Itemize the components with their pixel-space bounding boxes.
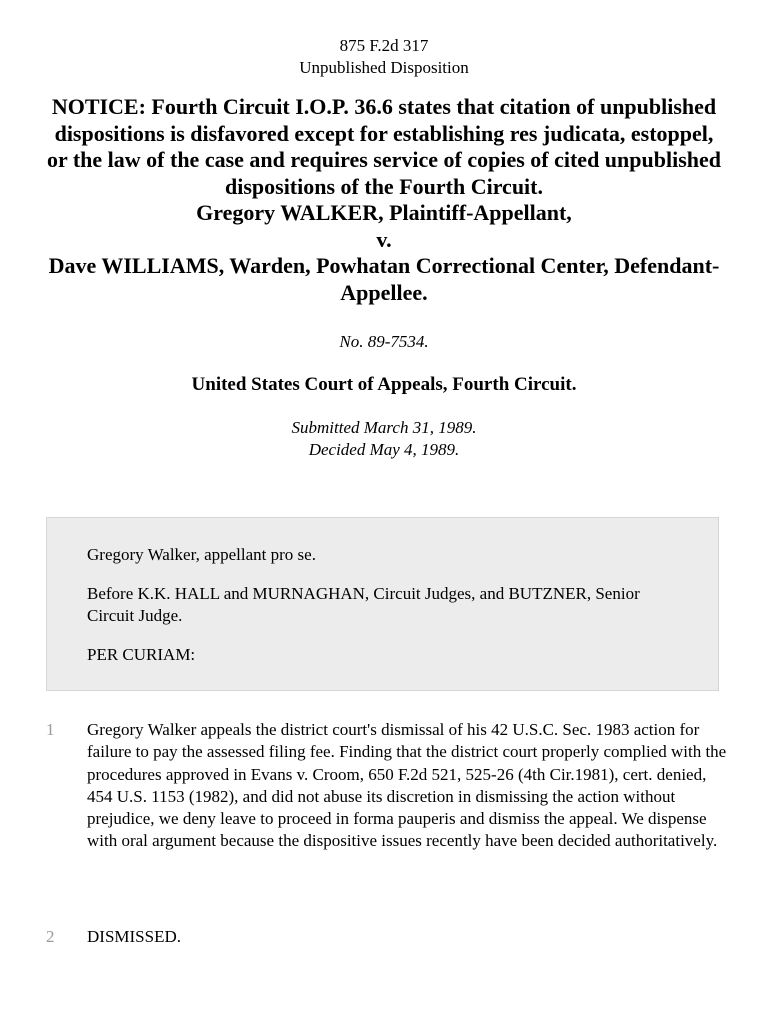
- case-title: [46, 94, 722, 306]
- paragraph-number: 2: [46, 927, 55, 946]
- case-dates: [0, 417, 768, 461]
- submitted-date: Submitted March 31, 1989.: [291, 418, 477, 437]
- per-curiam-label: PER CURIAM:: [87, 645, 196, 664]
- versus-text: v.: [376, 226, 392, 252]
- plaintiff-name: Gregory WALKER, Plaintiff-Appellant,: [196, 200, 572, 225]
- court-name: United States Court of Appeals, Fourth Circuit.: [191, 374, 577, 395]
- defendant-name: Dave WILLIAMS, Warden, Powhatan Correctional Center, Defendant-Appellee.: [48, 253, 720, 305]
- case-summary-box: [46, 517, 719, 691]
- document-header: [0, 0, 768, 79]
- disposition-label: Unpublished Disposition: [299, 58, 469, 77]
- decided-date: Decided May 4, 1989.: [308, 440, 460, 459]
- paragraph-text: Gregory Walker appeals the district court's dismissal of his 42 U.S.C. Sec. 1983 action for failure to pay the assessed filing fee. Finding that the district court properly complied with the procedures approved in Evans v. Croom, 650 F.2d 521, 525-26 (4th Cir.1981), cert. denied, 454 U.S. 1153 (1982), and did not abuse its discretion in dismissing the action without prejudice, we deny leave to proceed in forma pauperis and dismiss the appeal. We dispense with oral argument because the dispositive issues recently have been decided authoritatively.: [87, 720, 727, 851]
- counsel-line: Gregory Walker, appellant pro se.: [87, 545, 316, 564]
- paragraph-number: 1: [46, 720, 55, 739]
- paragraph-text: DISMISSED.: [87, 927, 181, 946]
- citation: 875 F.2d 317: [339, 36, 429, 55]
- panel-line: Before K.K. HALL and MURNAGHAN, Circuit Judges, and BUTZNER, Senior Circuit Judge.: [87, 584, 640, 625]
- docket-number: No. 89-7534.: [339, 332, 429, 351]
- notice-text: NOTICE: Fourth Circuit I.O.P. 36.6 states that citation of unpublished dispositions is disfavored except for establishing res judicata, estoppel, or the law of the case and requires service of copies of cited unpublished dispositions of the Fourth Circuit.: [46, 94, 722, 199]
